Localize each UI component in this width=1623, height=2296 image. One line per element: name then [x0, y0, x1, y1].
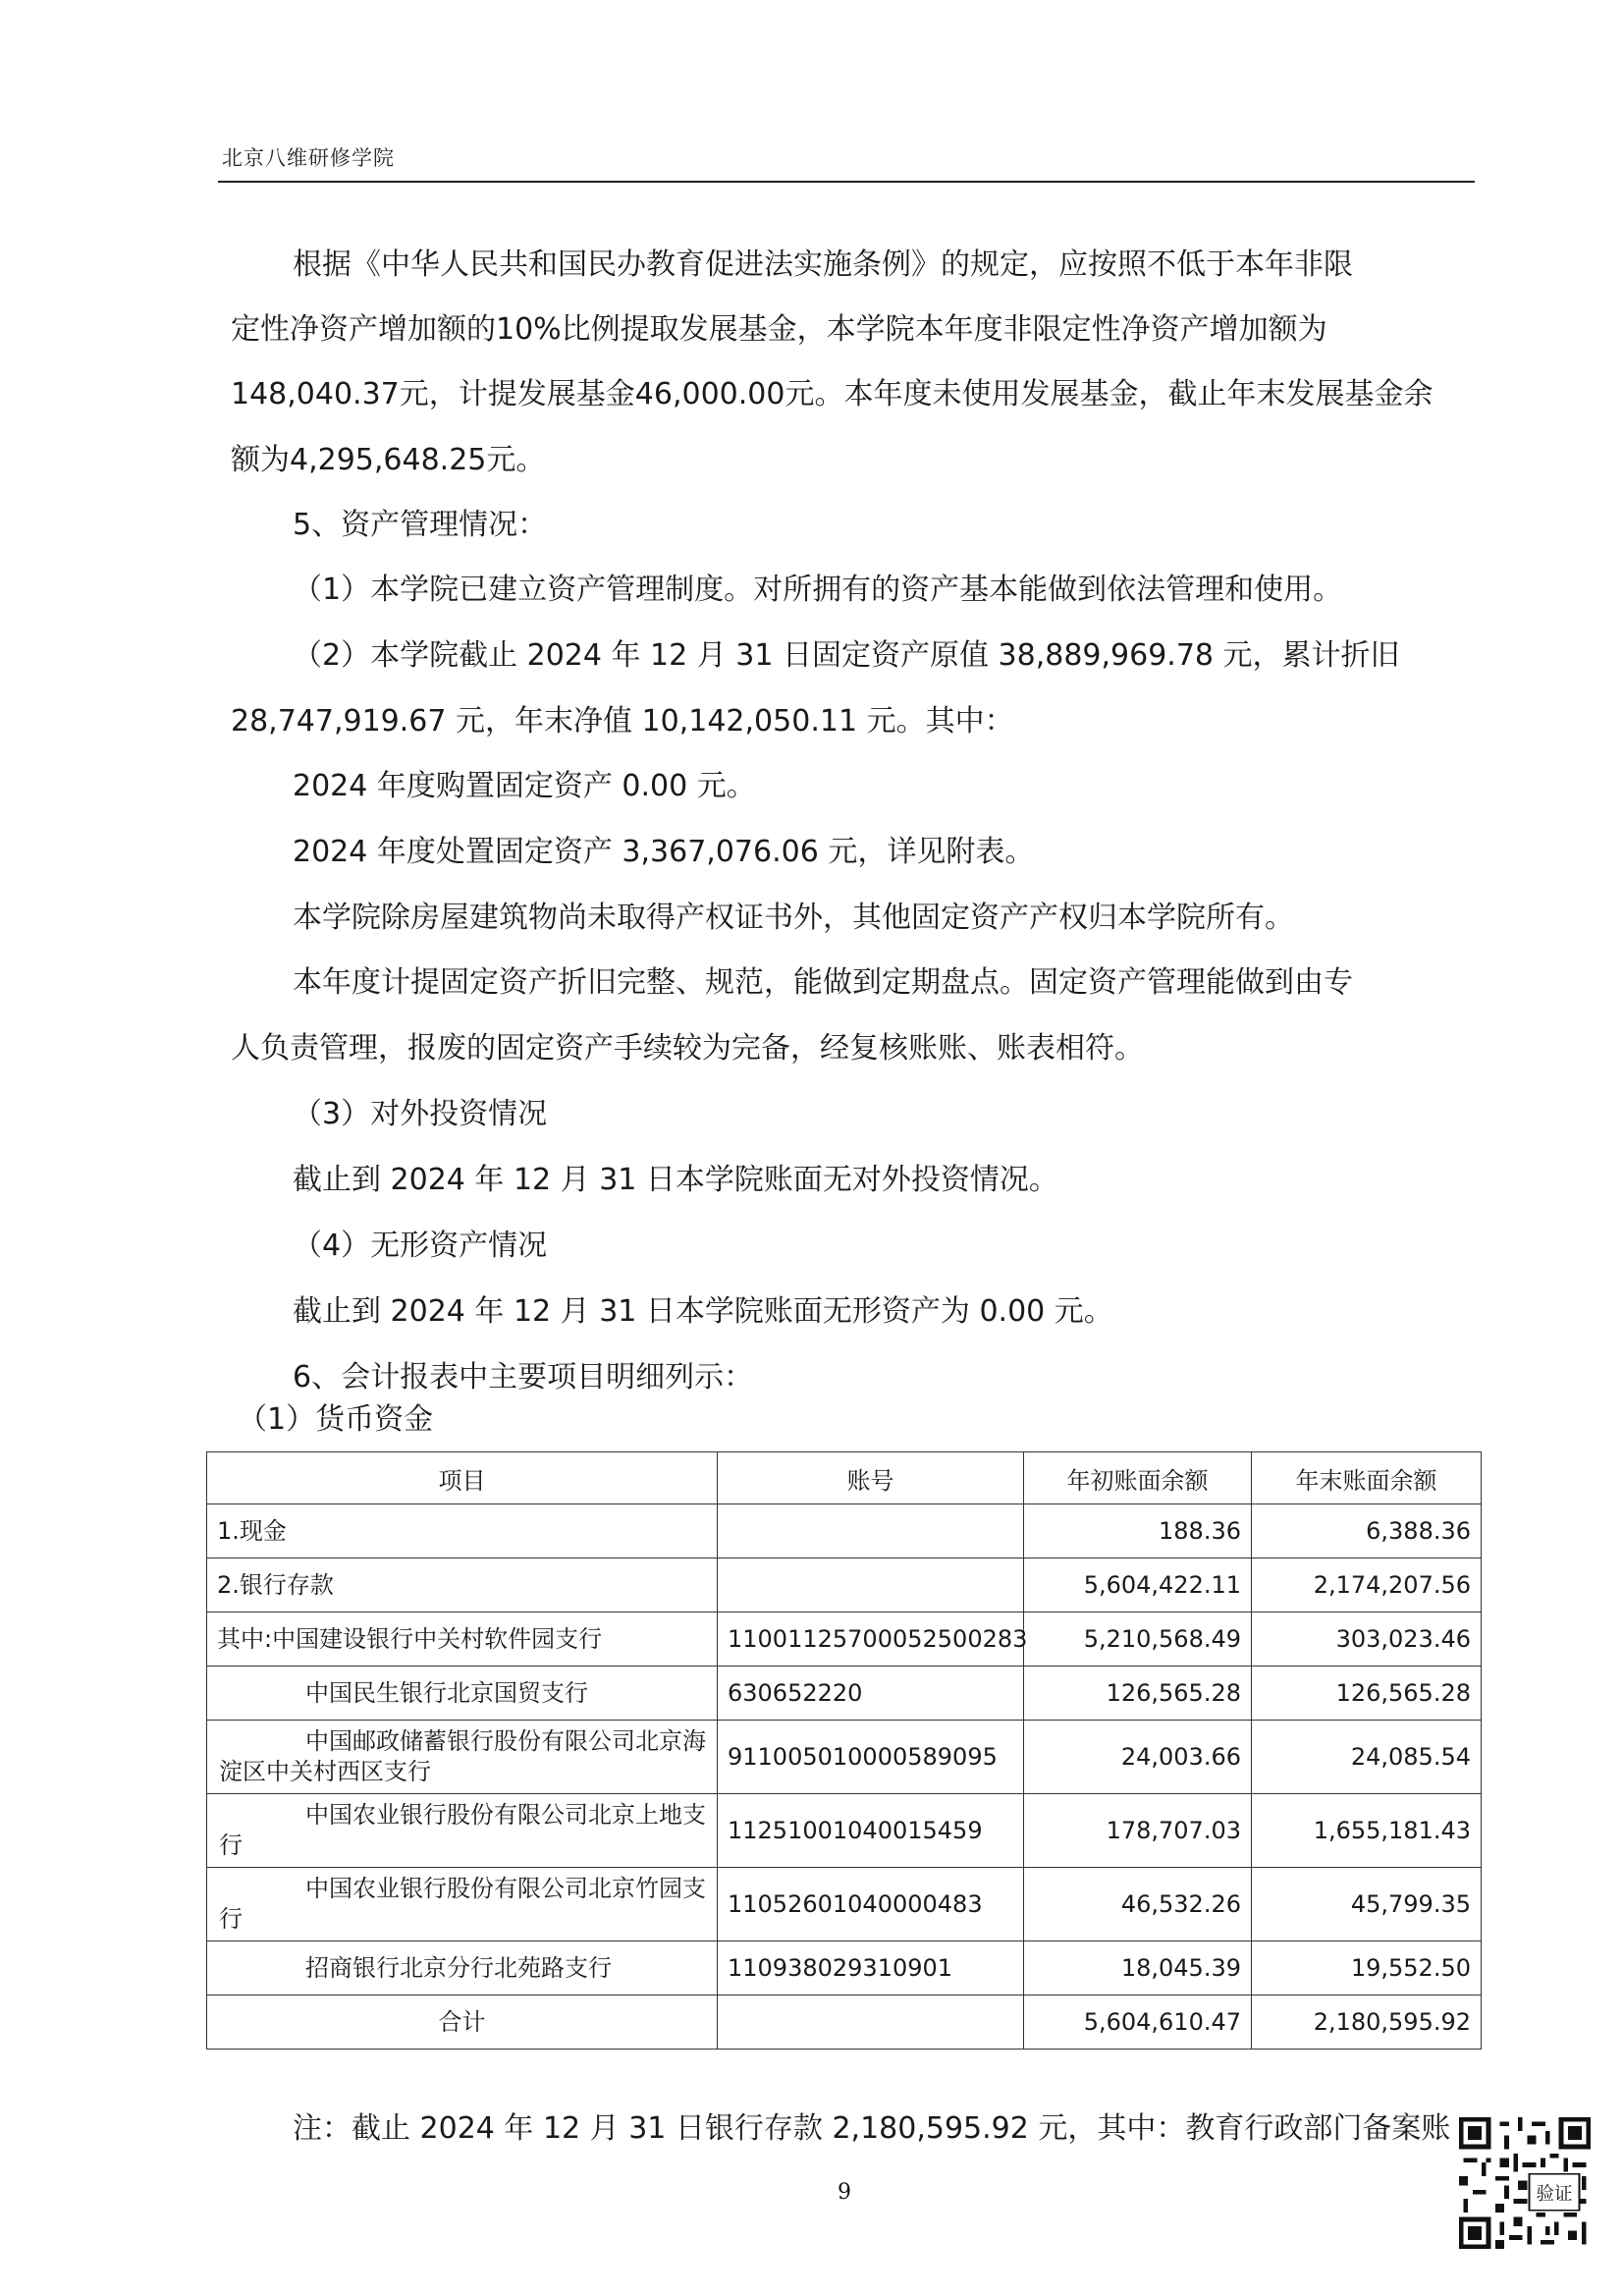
table-caption: （1）货币资金: [238, 1402, 434, 1437]
closing-balance: 1,655,181.43: [1252, 1794, 1482, 1868]
opening-balance: 46,532.26: [1024, 1868, 1252, 1941]
table-note: 注：截止 2024 年 12 月 31 日银行存款 2,180,595.92 元，其中：教育行政部门备案账: [293, 2111, 1451, 2146]
paragraph-line: （2）本学院截止 2024 年 12 月 31 日固定资产原值 38,889,969.78 元，累计折旧: [293, 638, 1400, 673]
header-divider: [218, 181, 1475, 183]
opening-balance: 24,003.66: [1024, 1721, 1252, 1794]
subsection-heading: （4）无形资产情况: [293, 1229, 548, 1263]
item-name: 合计: [207, 1995, 718, 2050]
column-header-item: 项目: [207, 1452, 718, 1504]
account-number: [718, 1558, 1024, 1613]
item-name: 1.现金: [207, 1504, 718, 1558]
item-name: 招商银行北京分行北苑路支行: [207, 1941, 718, 1995]
item-name: 中国农业银行股份有限公司北京上地支行: [207, 1794, 718, 1868]
table-row: [207, 1868, 1482, 1941]
account-number: 11052601040000483: [718, 1868, 1024, 1941]
item-name: 2.银行存款: [207, 1558, 718, 1613]
paragraph-line: 28,747,919.67 元，年末净值 10,142,050.11 元。其中：: [231, 704, 1014, 738]
column-header-closing-balance: 年末账面余额: [1252, 1452, 1482, 1504]
account-number: [718, 1995, 1024, 2050]
paragraph-line: 本年度计提固定资产折旧完整、规范，能做到定期盘点。固定资产管理能做到由专: [293, 965, 1353, 1000]
closing-balance: 2,180,595.92: [1252, 1995, 1482, 2050]
paragraph-line: 定性净资产增加额的10%比例提取发展基金，本学院本年度非限定性净资产增加额为: [231, 312, 1327, 347]
paragraph-line: 2024 年度处置固定资产 3,367,076.06 元，详见附表。: [293, 835, 1035, 869]
page-number: 9: [838, 2180, 851, 2205]
account-number: 630652220: [718, 1667, 1024, 1721]
qr-verify-label: 验证: [1536, 2184, 1573, 2206]
opening-balance: 5,604,610.47: [1024, 1995, 1252, 2050]
table-row: [207, 1721, 1482, 1794]
qr-code-icon: [1459, 2117, 1591, 2249]
item-name: 中国民生银行北京国贸支行: [207, 1667, 718, 1721]
closing-balance: 19,552.50: [1252, 1941, 1482, 1995]
closing-balance: 303,023.46: [1252, 1613, 1482, 1667]
table-total-row: [207, 1995, 1482, 2050]
item-name: 其中:中国建设银行中关村软件园支行: [207, 1613, 718, 1667]
paragraph-line: 额为4,295,648.25元。: [231, 443, 546, 477]
item-name: 中国邮政储蓄银行股份有限公司北京海淀区中关村西区支行: [207, 1721, 718, 1794]
closing-balance: 6,388.36: [1252, 1504, 1482, 1558]
opening-balance: 178,707.03: [1024, 1794, 1252, 1868]
account-number: 11251001040015459: [718, 1794, 1024, 1868]
closing-balance: 24,085.54: [1252, 1721, 1482, 1794]
account-number: 110938029310901: [718, 1941, 1024, 1995]
document-header-title: 北京八维研修学院: [222, 146, 395, 170]
item-name: 中国农业银行股份有限公司北京竹园支行: [207, 1868, 718, 1941]
paragraph-line: 根据《中华人民共和国民办教育促进法实施条例》的规定，应按照不低于本年非限: [293, 247, 1353, 282]
opening-balance: 126,565.28: [1024, 1667, 1252, 1721]
opening-balance: 5,604,422.11: [1024, 1558, 1252, 1613]
account-number: 11001125700052500283: [718, 1613, 1024, 1667]
section-heading: 5、资产管理情况：: [293, 508, 548, 542]
closing-balance: 126,565.28: [1252, 1667, 1482, 1721]
paragraph-line: 2024 年度购置固定资产 0.00 元。: [293, 769, 756, 803]
table-row: [207, 1613, 1482, 1667]
opening-balance: 188.36: [1024, 1504, 1252, 1558]
column-header-opening-balance: 年初账面余额: [1024, 1452, 1252, 1504]
table-row: [207, 1941, 1482, 1995]
paragraph-line: （1）本学院已建立资产管理制度。对所拥有的资产基本能做到依法管理和使用。: [293, 573, 1343, 607]
table-row: [207, 1794, 1482, 1868]
closing-balance: 45,799.35: [1252, 1868, 1482, 1941]
table-row: [207, 1504, 1482, 1558]
opening-balance: 18,045.39: [1024, 1941, 1252, 1995]
paragraph-line: 人负责管理，报废的固定资产手续较为完备，经复核账账、账表相符。: [231, 1031, 1144, 1066]
account-number: [718, 1504, 1024, 1558]
column-header-account: 账号: [718, 1452, 1024, 1504]
opening-balance: 5,210,568.49: [1024, 1613, 1252, 1667]
table-header-row: [207, 1452, 1482, 1504]
monetary-funds-table: [206, 1451, 1482, 2050]
table-row: [207, 1667, 1482, 1721]
table-row: [207, 1558, 1482, 1613]
closing-balance: 2,174,207.56: [1252, 1558, 1482, 1613]
paragraph-line: 截止到 2024 年 12 月 31 日本学院账面无对外投资情况。: [293, 1163, 1058, 1197]
account-number: 911005010000589095: [718, 1721, 1024, 1794]
subsection-heading: （3）对外投资情况: [293, 1097, 548, 1131]
section-heading: 6、会计报表中主要项目明细列示：: [293, 1360, 754, 1394]
paragraph-line: 本学院除房屋建筑物尚未取得产权证书外，其他固定资产产权归本学院所有。: [293, 901, 1294, 935]
paragraph-line: 截止到 2024 年 12 月 31 日本学院账面无形资产为 0.00 元。: [293, 1294, 1113, 1329]
paragraph-line: 148,040.37元，计提发展基金46,000.00元。本年度未使用发展基金，截止年末发展基金余: [231, 377, 1434, 411]
